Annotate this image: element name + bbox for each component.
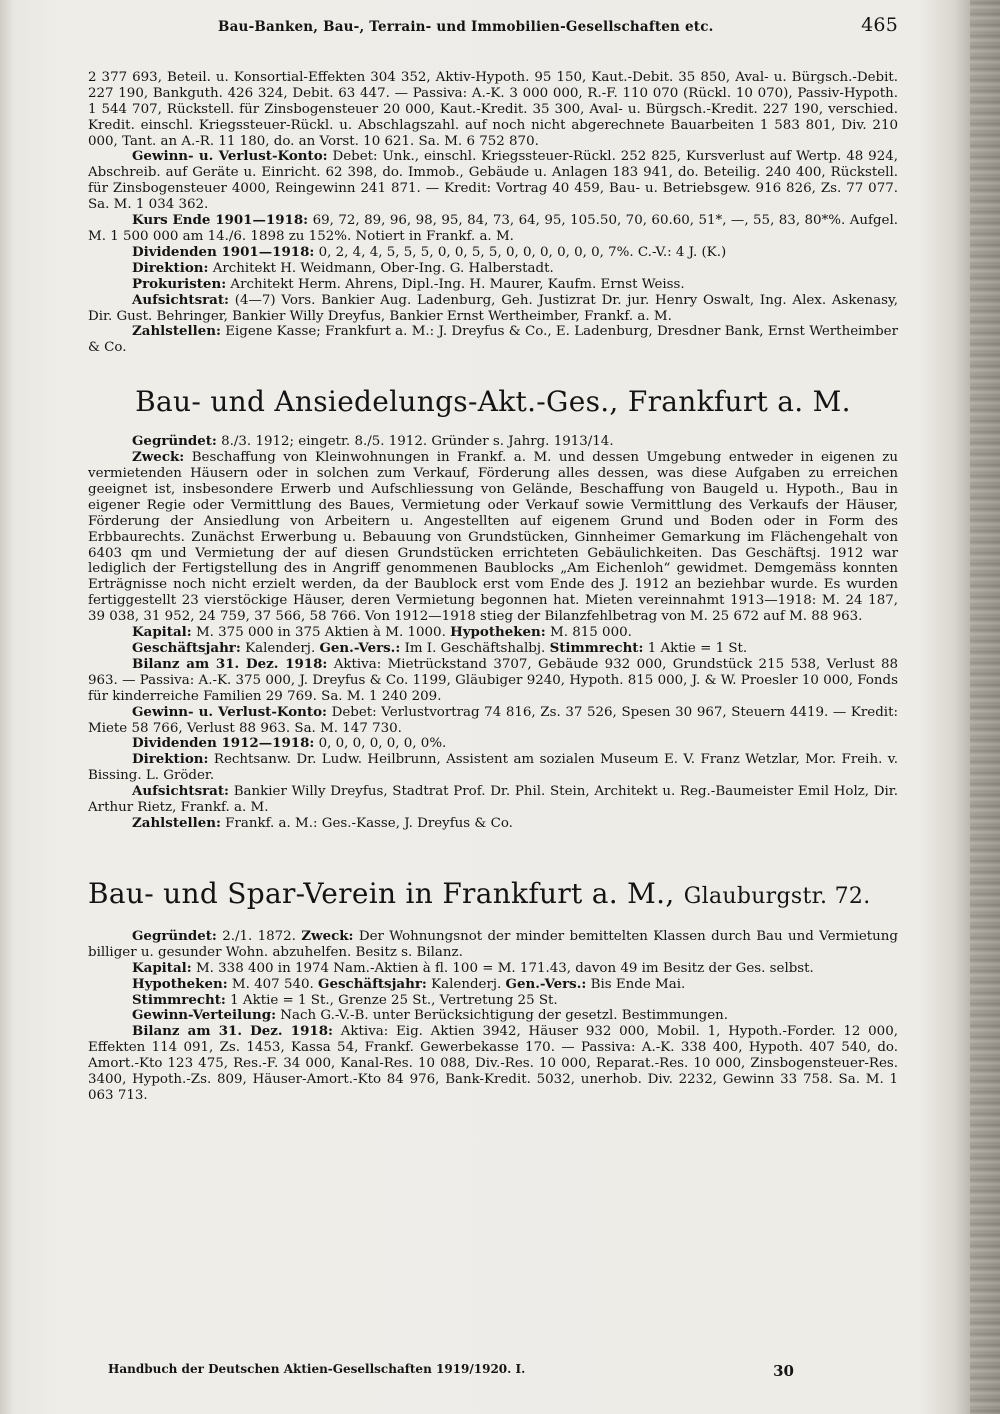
page-footer xyxy=(108,1362,794,1380)
founded xyxy=(88,434,898,450)
profit-loss-text: Debet: Verlustvortrag 74 816, Zs. 37 526, Spesen 30 967, Steuern 4419. — Kredit: Miete 58 766, Verlust 88 963. Sa. M. 147 730. xyxy=(88,704,898,736)
purpose-text: Beschaffung von Kleinwohnungen in Frankf. a. M. und dessen Umgebung entweder in eigenen zu vermietenden Häusern oder in solchen zum Verkauf, Förderung alles dessen, was diese Aufgaben zu erreichen geeignet ist, insbesondere Erwerb und Aufschliessung von Gelände, Beschaffung von Baugeld u. Hypoth., Bau in eigener Regie oder Vermittlung des Baues, Vermietung oder Verkauf sowie Vermittlung des Verkaufs der Häuser, Förderung der Ansiedlung von Arbeitern u. Angestellten auf eigenem Grund und Boden oder in Form des Erbbaurechts. Zunächst Erwerbung u. Bebauung von Grundstücken, Ginnheimer Gemarkung im Flächengehalt von 6403 qm und Vermietung der auf diesen Grundstücken errichteten Gebäulichkeiten. Das Geschäftsj. 1912 war lediglich der Fertigstellung des in Angriff genommenen Baublocks „Am Eichenloh“ gewidmet. Demgemäss konnten Erträgnisse noch nicht erzielt werden, da der Baublock erst vom Ende des J. 1912 an beziehbar wurde. Es wurden fertiggestellt 23 vierstöckige Häuser, deren Vermietung begonnen hat. Mieten vereinnahmt 1913—1918: M. 24 187, 39 038, 31 952, 24 759, 37 566, 58 766. Von 1912—1918 stieg der Bilanzfehlbetrag von M. 25 672 auf M. 88 963. xyxy=(88,450,898,625)
page-content xyxy=(88,14,899,1104)
founded-text: 8./3. 1912; eingetr. 8./5. 1912. Gründer s. Jahrg. 1913/14. xyxy=(221,434,614,450)
profit-distribution-text: Nach G.-V.-B. unter Berücksichtigung der gesetzl. Bestimmungen. xyxy=(280,1008,729,1024)
profit-distribution xyxy=(88,1008,898,1024)
capital-label: Kapital: xyxy=(132,959,192,976)
supervisory-board-label: Aufsichtsrat: xyxy=(132,291,229,308)
founded-label: Gegründet: xyxy=(132,433,217,450)
supervisory-board-text: Bankier Willy Dreyfus, Stadtrat Prof. Dr. Phil. Stein, Architekt u. Reg.-Baumeister Emil Holz, Dir. Arthur Rietz, Frankf. a. M. xyxy=(88,784,898,816)
company-title-spar-verein-name: Bau- und Spar-Verein in Frankfurt a. M., xyxy=(88,876,675,910)
balance-sheet xyxy=(88,657,898,705)
management-text: Rechtsanw. Dr. Ludw. Heilbrunn, Assistent am sozialen Museum E. V. Franz Wetzlar, Mor. Freih. v. Bissing. L. Gröder. xyxy=(88,752,898,784)
management-label: Direktion: xyxy=(132,259,209,276)
paying-agents xyxy=(88,816,898,832)
mortgages-label: Hypotheken: xyxy=(450,624,546,641)
general-meeting-label: Gen.-Vers.: xyxy=(319,640,401,656)
fiscal-year-label: Geschäftsjahr: xyxy=(132,640,241,656)
voting-right-label: Stimmrecht: xyxy=(132,991,226,1008)
dividends xyxy=(88,245,898,261)
profit-loss-account xyxy=(88,705,898,737)
purpose xyxy=(88,450,898,625)
profit-loss-label: Gewinn- u. Verlust-Konto: xyxy=(132,148,328,165)
supervisory-board xyxy=(88,784,898,816)
share-price-label: Kurs Ende 1901—1918: xyxy=(132,212,309,229)
management-text: Architekt H. Weidmann, Ober-Ing. G. Halberstadt. xyxy=(212,260,554,276)
profit-loss-account xyxy=(88,149,898,213)
capital xyxy=(88,961,898,977)
running-head-title: Bau-Banken, Bau-, Terrain- und Immobilien-Gesellschaften etc. xyxy=(218,19,714,35)
authorized-officers-label: Prokuristen: xyxy=(132,275,227,292)
paying-agents-label: Zahlstellen: xyxy=(132,814,221,831)
authorized-officers-text: Architekt Herm. Ahrens, Dipl.-Ing. H. Maurer, Kaufm. Ernst Weiss. xyxy=(230,276,685,292)
balance-continuation: 2 377 693, Beteil. u. Konsortial-Effekten 304 352, Aktiv-Hypoth. 95 150, Kaut.-Debit. 35 850, Aval- u. Bürgsch.-Debit. 227 190, Bankguth. 426 324, Debit. 63 447. — Passiva: A.-K. 3 000 000, R.-F. 110 070 (Rückl. 10 070), Passiv-Hypoth. 1 544 707, Rückstell. für Zinsbogensteuer 20 000, Kaut.-Kredit. 35 300, Aval- u. Bürgsch.-Kredit. 227 190, verschied. Kredit. einschl. Kriegssteuer-Rückl. u. Abschlagszahl. auf noch nicht abgerechnete Bauarbeiten 1 583 801, Div. 210 000, Tant. an A.-R. 11 180, do. an Vorst. 10 621. Sa. M. 6 752 870. xyxy=(88,69,898,149)
founded-text: 2./1. 1872. xyxy=(222,928,296,944)
balance-sheet-text: Aktiva: Eig. Aktien 3942, Häuser 932 000, Mobil. 1, Hypoth.-Forder. 12 000, Effekten 114 091, Zs. 1453, Kassa 54, Frankf. Gewerbekasse 170. — Passiva: A.-K. 338 400, Hypoth. 407 540, do. Amort.-Kto 123 475, Res.-F. 34 000, Kanal-Res. 10 088, Div.-Res. 10 000, Reparat.-Res. 10 000, Zinsbogensteuer-Res. 3400, Hypoth.-Zs. 809, Häuser-Amort.-Kto 84 976, Bank-Kredit. 5032, unerhob. Div. 2232, Gewinn 33 758. Sa. M. 1 063 713. xyxy=(88,1024,898,1103)
balance-sheet xyxy=(88,1024,898,1104)
founded-purpose xyxy=(88,929,898,961)
paying-agents-label: Zahlstellen: xyxy=(132,323,221,340)
purpose-label: Zweck: xyxy=(301,927,354,944)
fiscal-year-text: Kalenderj. xyxy=(431,976,502,992)
footer-book-title: Handbuch der Deutschen Aktien-Gesellschaften 1919/1920. I. xyxy=(108,1362,526,1376)
mortgages-fiscal-year xyxy=(88,977,898,993)
balance-sheet-label: Bilanz am 31. Dez. 1918: xyxy=(132,655,328,672)
supervisory-board-text: (4—7) Vors. Bankier Aug. Ladenburg, Geh. Justizrat Dr. jur. Henry Oswalt, Ing. Alex. Askenasy, Dir. Gust. Behringer, Bankier Willy Dreyfus, Bankier Ernst Wertheimber, Frankf. a. M. xyxy=(88,292,898,324)
fiscal-year-line xyxy=(88,641,898,657)
paying-agents-text: Eigene Kasse; Frankfurt a. M.: J. Dreyfus & Co., E. Ladenburg, Dresdner Bank, Ernst Wertheimber & Co. xyxy=(88,324,898,356)
section-spar-verein xyxy=(88,929,898,1104)
management xyxy=(88,261,898,277)
book-spine-shadow xyxy=(970,0,1000,1414)
company-address: Glauburgstr. 72. xyxy=(683,883,871,909)
section-continuation xyxy=(88,70,898,356)
management-label: Direktion: xyxy=(132,751,209,768)
dividends-text: 0, 2, 4, 4, 5, 5, 5, 0, 0, 5, 5, 0, 0, 0, 0, 0, 0, 7%. C.-V.: 4 J. (K.) xyxy=(318,244,727,260)
purpose-label: Zweck: xyxy=(132,449,185,466)
voting-right-label: Stimmrecht: xyxy=(549,640,644,656)
fiscal-year-label: Geschäftsjahr: xyxy=(318,975,427,992)
share-price xyxy=(88,213,898,245)
company-title-spar-verein xyxy=(88,878,898,913)
dividends-label: Dividenden 1901—1918: xyxy=(132,243,315,260)
mortgages-label: Hypotheken: xyxy=(132,975,228,992)
general-meeting-text: Im I. Geschäftshalbj. xyxy=(404,641,546,656)
paying-agents xyxy=(88,324,898,356)
running-head xyxy=(218,14,898,36)
balance-sheet-label: Bilanz am 31. Dez. 1918: xyxy=(132,1023,333,1040)
general-meeting-text: Bis Ende Mai. xyxy=(590,976,686,992)
purpose-text: Der Wohnungsnot der minder bemittelten Klassen durch Bau und Vermietung billiger u. gesunder Wohn. abzuhelfen. Besitz s. Bilanz. xyxy=(88,928,899,960)
balance-sheet-text: Aktiva: Mietrückstand 3707, Gebäude 932 000, Grundstück 215 538, Verlust 88 963. — Passiva: A.-K. 375 000, J. Dreyfus & Co. 1199, Gläubiger 9240, Hypoth. 815 000, J. & W. Proesler 10 000, Fonds für kinderreiche Familien 29 769. Sa. M. 1 240 209. xyxy=(88,656,898,704)
dividends-text: 0, 0, 0, 0, 0, 0, 0%. xyxy=(318,736,447,752)
capital-label: Kapital: xyxy=(132,624,192,641)
profit-distribution-label: Gewinn-Verteilung: xyxy=(132,1007,277,1024)
dividends-label: Dividenden 1912—1918: xyxy=(132,735,315,752)
company-title-ansiedelung: Bau- und Ansiedelungs-Akt.-Ges., Frankfurt a. M. xyxy=(135,385,851,419)
management xyxy=(88,752,898,784)
profit-loss-label: Gewinn- u. Verlust-Konto: xyxy=(132,703,327,720)
capital-text: M. 375 000 in 375 Aktien à M. 1000. xyxy=(195,625,446,641)
mortgages-text: M. 815 000. xyxy=(550,625,632,641)
voting-right-text: 1 Aktie = 1 St. xyxy=(647,641,748,656)
supervisory-board-label: Aufsichtsrat: xyxy=(132,783,229,800)
footer-signature-mark: 30 xyxy=(773,1362,794,1380)
profit-loss-text: Debet: Unk., einschl. Kriegssteuer-Rückl. 252 825, Kursverlust auf Wertp. 48 924, Abschreib. auf Geräte u. Einricht. 62 398, do. Immob., Gebäude u. Anlagen 183 941, do. Beteilig. 240 400, Rückstell. für Zinsbogensteuer 4000, Reingewinn 241 871. — Kredit: Vortrag 40 459, Bau- u. Betriebsgew. 916 826, Zs. 77 077. Sa. M. 1 034 362. xyxy=(88,149,898,213)
supervisory-board xyxy=(88,293,898,325)
founded-label: Gegründet: xyxy=(132,927,217,944)
voting-right-text: 1 Aktie = 1 St., Grenze 25 St., Vertretung 25 St. xyxy=(230,992,558,1008)
general-meeting-label: Gen.-Vers.: xyxy=(505,975,587,992)
voting-right xyxy=(88,993,898,1009)
fiscal-year-text: Kalenderj. xyxy=(245,641,316,656)
dividends xyxy=(88,736,898,752)
section-ansiedelung xyxy=(88,434,898,832)
paying-agents-text: Frankf. a. M.: Ges.-Kasse, J. Dreyfus & Co. xyxy=(225,815,513,831)
mortgages-text: M. 407 540. xyxy=(231,976,314,992)
capital-mortgages xyxy=(88,625,898,641)
capital-text: M. 338 400 in 1974 Nam.-Aktien à fl. 100 = M. 171.43, davon 49 im Besitz der Ges. selbst. xyxy=(195,960,814,976)
share-price-text: 69, 72, 89, 96, 98, 95, 84, 73, 64, 95, 105.50, 70, 60.60, 51*, —, 55, 83, 80*%. Aufgel. M. 1 500 000 am 14./6. 1898 zu 152%. Notiert in Frankf. a. M. xyxy=(88,213,898,244)
authorized-officers xyxy=(88,277,898,293)
page-number: 465 xyxy=(861,14,898,36)
